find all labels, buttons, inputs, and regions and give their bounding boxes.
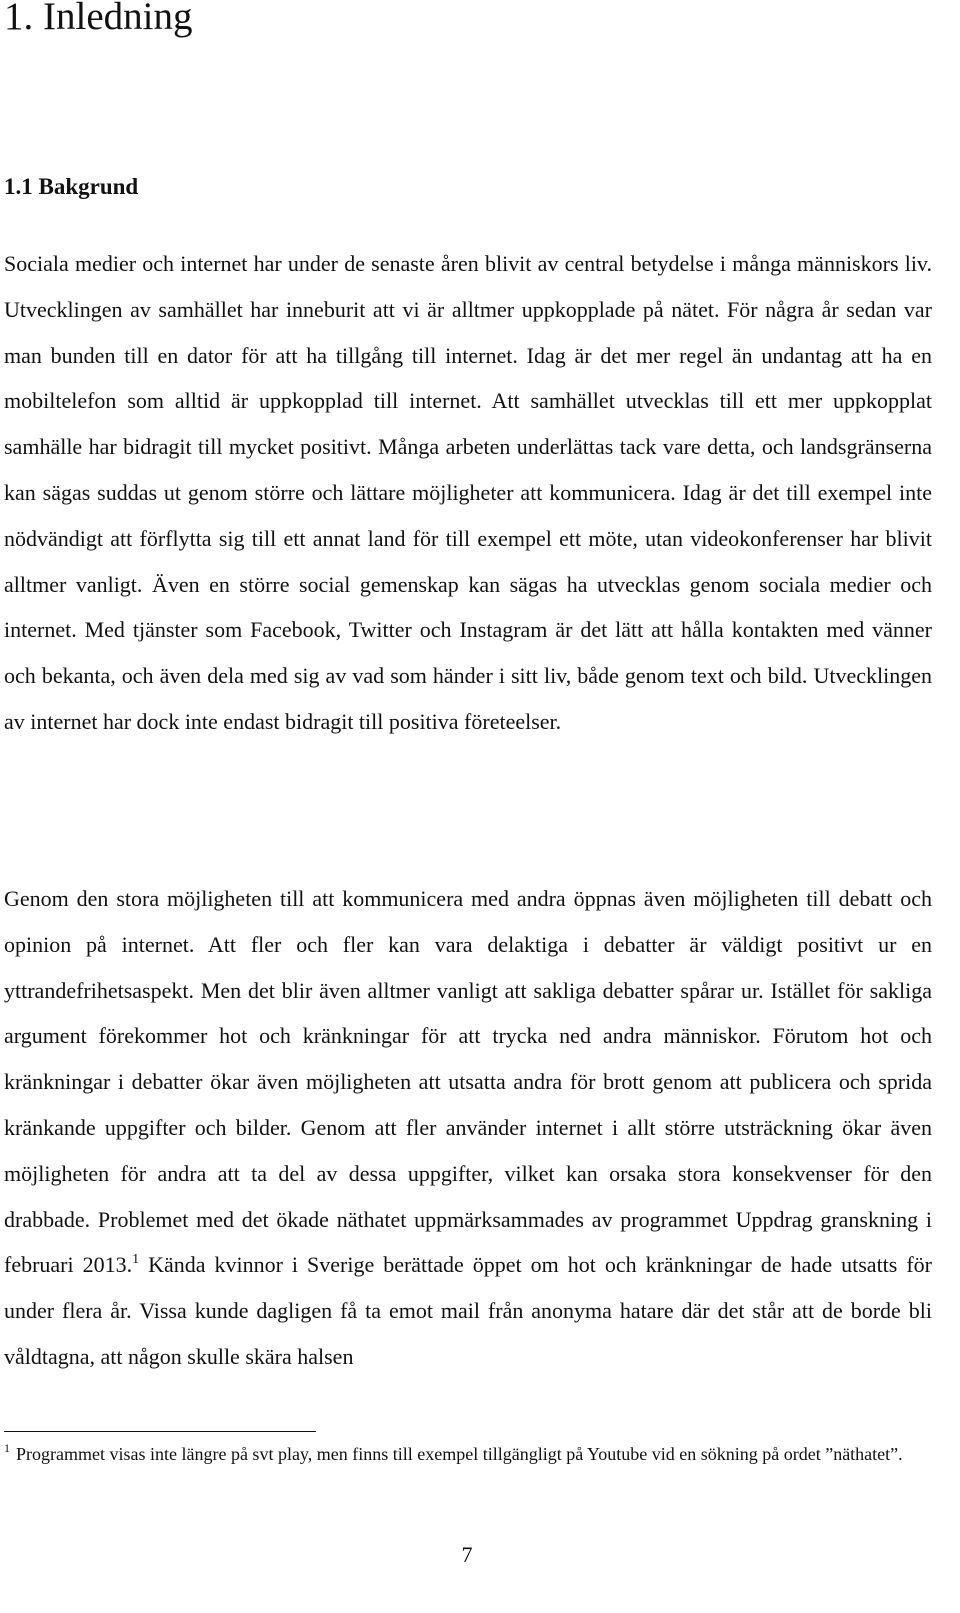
paragraph-text: Genom den stora möjligheten till att kommunicera med andra öppnas även möjligheten till debatt och opinion på internet. Att fler och fler kan vara delaktiga i debatter är väldigt positivt ur en yttrandefrihetsaspekt. Men det blir även alltmer vanligt att sakliga debatter spårar ur. Istället för sakliga argument förekommer hot och kränkningar för att trycka ned andra människor. Förutom hot och kränkningar i debatter ökar även möjligheten att utsatta andra för brott genom att publicera och sprida kränkande uppgifter och bilder. Genom att fler använder internet i allt större utsträckning ökar även möjligheten för andra att ta del av dessa uppgifter, vilket kan orsaka stora konsekvenser för den drabbade. Problemet med det ökade näthatet uppmärksammades av programmet Uppdrag granskning i februari 2013. (4, 886, 932, 1278)
footnote-text: Programmet visas inte längre på svt play, men finns till exempel tillgängligt på Youtube vid en sökning på ordet ”näthatet”. (16, 1444, 903, 1464)
footnote-reference: 1 (132, 1252, 140, 1268)
footnote-number: 1 (4, 1441, 10, 1455)
body-paragraph: Sociala medier och internet har under de senaste åren blivit av central betydelse i många människors liv. Utvecklingen av samhället har inneburit att vi är alltmer uppkopplade på nätet. För några år sedan var man bunden till en dator för att ha tillgång till internet. Idag är det mer regel än undantag att ha en mobiltelefon som alltid är uppkopplad till internet. Att samhället utvecklas till ett mer uppkopplat samhälle har bidragit till mycket positivt. Många arbeten underlättas tack vare detta, och landsgränserna kan sägas suddas ut genom större och lättare möjligheter att kommunicera. Idag är det till exempel inte nödvändigt att förflytta sig till ett annat land för till exempel ett möte, utan videokonferenser har blivit alltmer vanligt. Även en större social gemenskap kan sägas ha utvecklas genom sociala medier och internet. Med tjänster som Facebook, Twitter och Instagram är det lätt att hålla kontakten med vänner och bekanta, och även dela med sig av vad som händer i sitt liv, både genom text och bild. Utvecklingen av internet har dock inte endast bidragit till positiva företeelser. (4, 251, 932, 734)
section-title: 1.1 Bakgrund (4, 174, 139, 199)
footnote-separator (4, 1431, 316, 1432)
page-number: 7 (461, 1542, 473, 1567)
chapter-title: 1. Inledning (4, 0, 193, 38)
body-paragraph (4, 876, 932, 1380)
footnote (4, 1442, 932, 1467)
paragraph-text: Kända kvinnor i Sverige berättade öppet om hot och kränkningar de hade utsatts för under flera år. Vissa kunde dagligen få ta emot mail från anonyma hatare där det står att de borde bli våldtagna, att någon skulle skära halsen (4, 1252, 932, 1369)
